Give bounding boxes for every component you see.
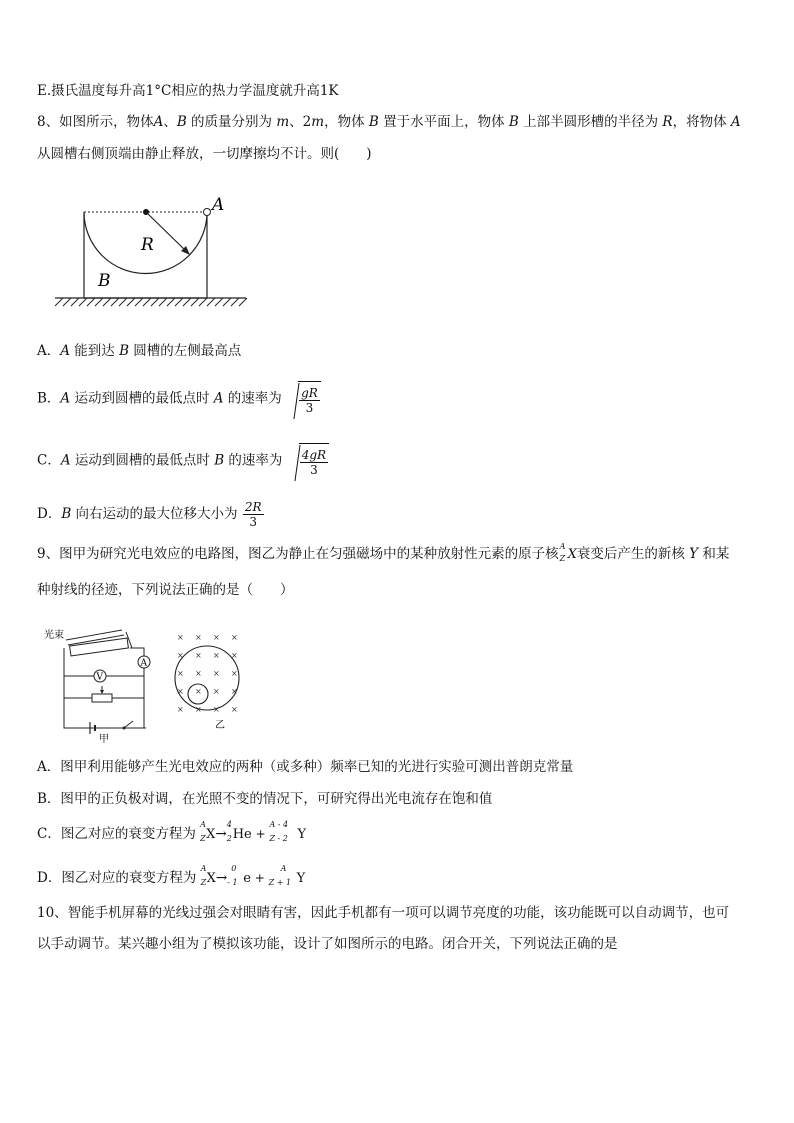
option-var: A [60, 390, 71, 407]
q9-option-a: A．图甲利用能够产生光电效应的两种（或多种）频率已知的光进行实验可测出普朗克常量 [37, 759, 574, 775]
svg-text:×: × [213, 669, 220, 678]
arrow: → [215, 870, 228, 886]
large-track [175, 646, 239, 710]
frac-den: 3 [310, 463, 318, 477]
nuc-sub: - 1 [227, 878, 238, 887]
option-e-line: E.摄氏温度每升高1°C相应的热力学温度就升高1K [37, 83, 339, 99]
sqrt-expr [286, 381, 321, 417]
ammeter-label: A [140, 658, 147, 669]
q8-text: 置于水平面上，物体 [378, 114, 509, 130]
q8-var: m [276, 114, 290, 130]
option-text: 的速率为 [223, 390, 282, 407]
nuc-sub: Z [200, 878, 207, 887]
option-text: 运动到圆槽的最低点时 [70, 452, 215, 469]
voltmeter-label: V [96, 672, 103, 683]
q10-stem-line1: 10、智能手机屏幕的光线过强会对眼睛有害，因此手机都有一项可以调节亮度的功能，该功能既可以自动调节，也可 [37, 905, 730, 921]
svg-text:×: × [195, 687, 202, 696]
label-jia: 甲 [99, 734, 109, 743]
svg-text:×: × [213, 687, 220, 696]
ground-hatch [55, 298, 247, 306]
svg-text:×: × [231, 705, 238, 714]
frac-num: gR [301, 386, 318, 400]
svg-text:×: × [231, 687, 238, 696]
option-var: A [60, 452, 71, 469]
frac-num: 4gR [301, 448, 327, 462]
nuc-sup: A [200, 820, 206, 829]
q8-var: A [730, 114, 741, 130]
svg-text:×: × [231, 633, 238, 642]
nucleus-he [226, 820, 252, 847]
q8-option-d [37, 497, 265, 531]
option-prefix: C． [37, 452, 61, 469]
option-var: B [119, 343, 130, 359]
nucleus-symbol [559, 542, 577, 564]
option-prefix: D． [37, 506, 62, 522]
option-var: A [213, 390, 224, 407]
svg-text:×: × [231, 651, 238, 660]
nuc-sym: e [243, 871, 251, 886]
svg-text:×: × [195, 651, 202, 660]
sqrt-expr [287, 443, 329, 479]
option-var: B [61, 506, 72, 522]
q8-var: B [368, 114, 379, 130]
option-prefix: C．图乙对应的衰变方程为 [37, 826, 196, 842]
nucleus-y [268, 864, 306, 891]
nucleus-e [227, 864, 251, 891]
svg-text:×: × [195, 705, 202, 714]
q9-option-c [37, 822, 306, 847]
nuc-sup: 0 [231, 864, 237, 873]
q8-var: B [508, 114, 519, 130]
label-light-beam: 光束 [44, 630, 64, 641]
option-text: 能到达 [70, 343, 120, 359]
nuc-sub: 2 [226, 834, 232, 843]
nuc-sym: X [567, 547, 577, 562]
q9-text: 9、图甲为研究光电效应的电路图，图乙为静止在匀强磁场中的某种放射性元素的原子核 [37, 546, 559, 562]
nuc-sym: X [206, 827, 216, 842]
rheostat [92, 694, 112, 702]
q8-var: m [311, 114, 325, 130]
q8-figure [50, 190, 250, 312]
nuc-sup: A [559, 542, 566, 551]
nuc-sup: A [200, 864, 207, 873]
q8-stem-line1 [37, 113, 741, 131]
option-var: B [214, 452, 225, 469]
svg-text:×: × [177, 669, 184, 678]
option-text: 运动到圆槽的最低点时 [70, 390, 214, 407]
svg-text:×: × [195, 633, 202, 642]
nuc-sub: Z + 1 [268, 878, 292, 887]
svg-text:×: × [213, 651, 220, 660]
q8-text: 8、如图所示，物体 [37, 114, 154, 130]
fraction [243, 500, 264, 529]
q8-text: ，物体 [324, 114, 369, 130]
option-var: A [60, 343, 70, 359]
nuc-sym: Y [297, 827, 307, 842]
svg-text:×: × [177, 687, 184, 696]
option-text: 向右运动的最大位移大小为 [71, 506, 238, 522]
label-b: B [98, 271, 111, 291]
nuc-sup: A [280, 864, 287, 873]
option-text: 的速率为 [224, 452, 283, 469]
nuc-sub: Z [200, 834, 206, 843]
option-prefix: D．图乙对应的衰变方程为 [37, 870, 197, 886]
label-yi: 乙 [215, 720, 225, 731]
q8-stem-line2: 从圆槽右侧顶端由静止释放，一切摩擦均不计。则( ) [37, 146, 372, 162]
q9-text: 和某 [698, 546, 730, 562]
nuc-sub: Z - 2 [269, 834, 288, 843]
nucleus-x [200, 864, 216, 891]
q10-stem-line2: 以手动调节。某兴趣小组为了模拟该功能，设计了如图所示的电路。闭合开关，下列说法正确的是 [37, 936, 618, 952]
q9-stem-line1 [37, 542, 730, 564]
label-r: R [141, 235, 154, 255]
option-prefix: B． [37, 390, 61, 407]
q8-text: ，将物体 [672, 114, 731, 130]
svg-text:×: × [177, 651, 184, 660]
svg-text:×: × [213, 705, 220, 714]
nucleus-x [200, 820, 216, 847]
q9-figure [40, 618, 265, 743]
nuc-sym: X [206, 871, 216, 886]
q9-option-b: B．图甲的正负极对调，在光照不变的情况下，可研究得出光电流存在饱和值 [37, 791, 493, 807]
q8-option-a [37, 342, 241, 360]
svg-text:×: × [177, 705, 184, 714]
nuc-sym: He [232, 827, 252, 842]
q8-option-c [37, 443, 329, 479]
plus: + [251, 827, 270, 841]
object-a [204, 209, 211, 216]
q8-text: 、2 [289, 114, 312, 130]
q8-var: A [153, 114, 164, 130]
q9-option-d [37, 866, 305, 891]
option-text: 圆槽的左侧最高点 [129, 343, 242, 359]
frac-den: 3 [249, 515, 257, 529]
q8-text: 的质量分别为 [186, 114, 277, 130]
q8-text: 、 [163, 114, 177, 130]
q9-text: 衰变后产生的新核 [576, 546, 690, 562]
svg-text:×: × [231, 669, 238, 678]
svg-text:×: × [177, 633, 184, 642]
q9-var: Y [689, 546, 699, 562]
phototube [70, 638, 129, 656]
q8-var: R [662, 114, 673, 130]
svg-text:×: × [213, 633, 220, 642]
svg-text:×: × [195, 669, 202, 678]
arrow: → [215, 826, 227, 842]
q8-option-b [37, 381, 321, 417]
nuc-sup: A - 4 [269, 820, 289, 829]
nuc-sym: Y [296, 871, 306, 886]
nuc-sub: Z [559, 554, 566, 563]
nucleus-y [269, 820, 307, 847]
plus: + [250, 871, 269, 885]
q8-var: B [176, 114, 187, 130]
nuc-sup: 4 [226, 820, 232, 829]
label-a: A [212, 195, 225, 215]
option-prefix: A． [37, 343, 61, 359]
frac-den: 3 [305, 401, 314, 415]
frac-num: 2R [244, 500, 262, 514]
q9-stem-line2: 种射线的径迹，下列说法正确的是（ ） [37, 582, 294, 598]
q8-text: 上部半圆形槽的半径为 [518, 114, 663, 130]
